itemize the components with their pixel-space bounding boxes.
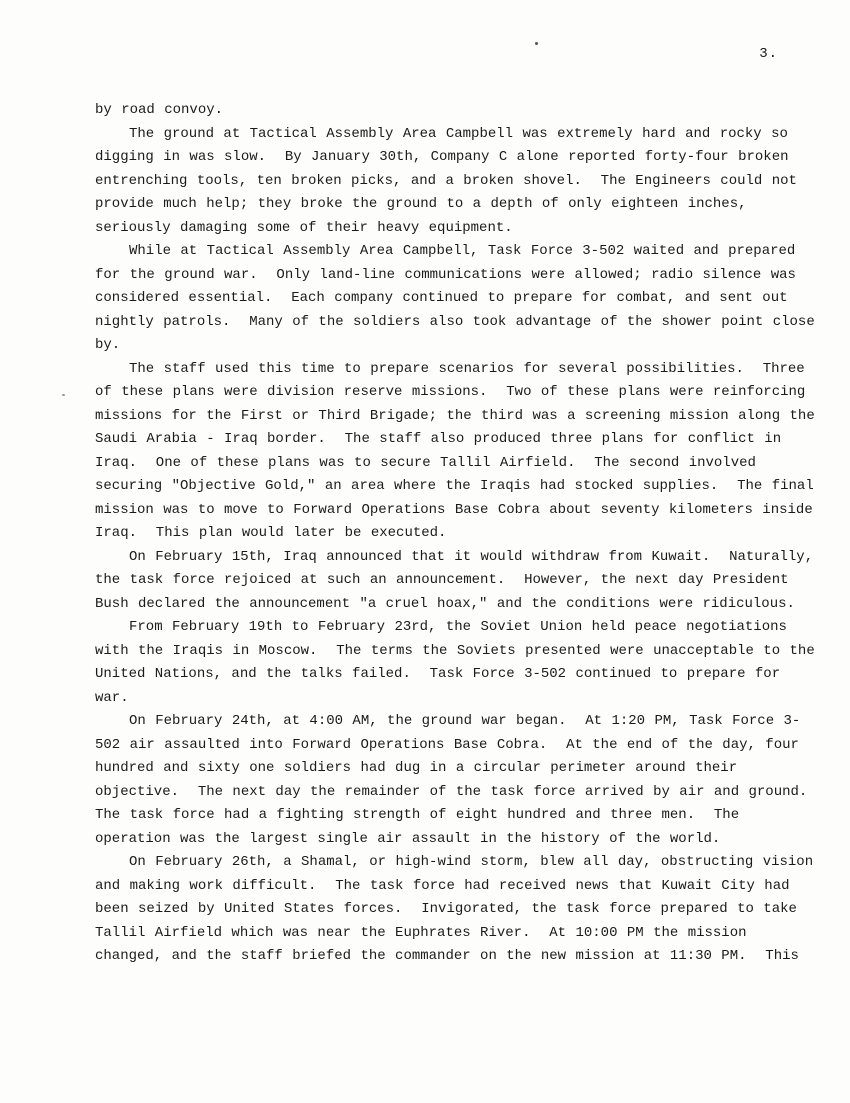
document-body [95,99,827,969]
paragraph: by road convoy. [95,102,224,118]
paragraph: On February 24th, at 4:00 AM, the ground war began. At 1:20 PM, Task Force 3-502 air assaulted into Forward Operations Base Cobra. At the end of the day, four hundred and sixty one soldiers had dug in a circular perimeter around their objective. The next day the remainder of the task force arrived by air and ground. The task force had a fighting strength of eight hundred and three men. The operation was the largest single air assault in the history of the world. [95,713,827,847]
paragraph: While at Tactical Assembly Area Campbell, Task Force 3-502 waited and prepared for the ground war. Only land-line communications were allowed; radio silence was considered essential. Each company continued to prepare for combat, and sent out nightly patrols. Many of the soldiers also took advantage of the shower point close by. [95,243,825,353]
scan-speck [62,394,65,396]
page-number: 3. [759,46,778,62]
paragraph: The staff used this time to prepare scenarios for several possibilities. Three of these plans were division reserve missions. Two of these plans were reinforcing missions for the First or Third Brigade; the third was a screening mission along the Saudi Arabia - Iraq border. The staff also produced three plans for conflict in Iraq. One of these plans was to secure Tallil Airfield. The second involved securing "Objective Gold," an area where the Iraqis had stocked supplies. The final mission was to move to Forward Operations Base Cobra about seventy kilometers inside Iraq. This plan would later be executed. [95,360,825,541]
paragraph: The ground at Tactical Assembly Area Campbell was extremely hard and rocky so digging in was slow. By January 30th, Company C alone reported forty-four broken entrenching tools, ten broken picks, and a broken shovel. The Engineers could not provide much help; they broke the ground to a depth of only eighteen inches, seriously damaging some of their heavy equipment. [95,125,807,236]
scan-speck [535,42,538,45]
paragraph: From February 19th to February 23rd, the Soviet Union held peace negotiations with the Iraqis in Moscow. The terms the Soviets presented were unacceptable to the United Nations, and the talks failed. Task Force 3-502 continued to prepare for war. [95,619,825,706]
paragraph: On February 15th, Iraq announced that it would withdraw from Kuwait. Naturally, the task force rejoiced at such an announcement. However, the next day President Bush declared the announcement "a cruel hoax," and the conditions were ridiculous. [95,548,823,612]
paragraph: On February 26th, a Shamal, or high-wind storm, blew all day, obstructing vision and making work difficult. The task force had received news that Kuwait City had been seized by United States forces. Invigorated, the task force prepared to take Tallil Airfield which was near the Euphrates River. At 10:00 PM the mission changed, and the staff briefed the commander on the new mission at 11:30 PM. This [95,854,823,964]
